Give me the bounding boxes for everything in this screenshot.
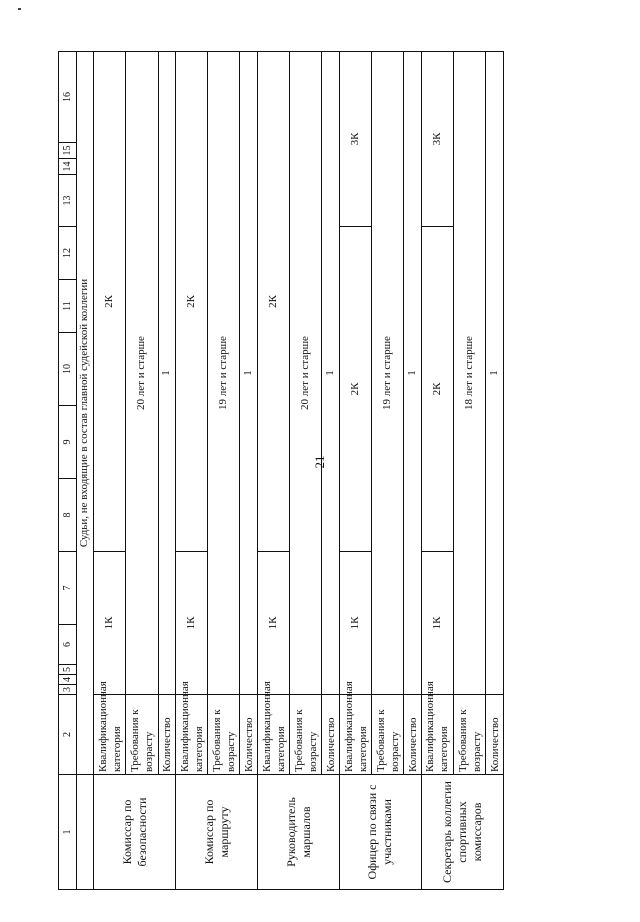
col-number: 1 (59, 775, 77, 890)
col-number: 9 (59, 406, 77, 479)
role-name: Офицер по связи с участниками (339, 775, 421, 890)
label-qualification: Квалификационная категория (94, 695, 126, 775)
label-age: Требования к возрасту (126, 695, 158, 775)
label-qualification: Квалификационная категория (176, 695, 208, 775)
label-age: Требования к возрасту (208, 695, 240, 775)
label-quantity: Количество (322, 695, 340, 775)
role-qual-row (94, 52, 126, 890)
quantity: 1 (404, 52, 422, 695)
label-quantity: Количество (404, 695, 422, 775)
qual-left: 1К (421, 552, 453, 695)
qual-mid: 2К (94, 52, 126, 552)
role-qty-row (322, 52, 340, 890)
col-number: 12 (59, 227, 77, 280)
col-number: 8 (59, 479, 77, 552)
label-qualification: Квалификационная категория (258, 695, 290, 775)
quantity: 1 (322, 52, 340, 695)
role-age-row (454, 52, 486, 890)
role-qty-row (240, 52, 258, 890)
col-number: 2 (59, 695, 77, 775)
qual-right: 3К (421, 52, 453, 227)
age-requirement: 19 лет и старше (208, 52, 240, 695)
qual-mid: 2К (339, 227, 371, 552)
role-name: Комиссар по безопасности (94, 775, 176, 890)
col-number: 13 (59, 175, 77, 227)
role-qty-row (404, 52, 422, 890)
col-number: 5 (59, 665, 77, 675)
page-number: 21 (312, 455, 327, 469)
col-number: 16 (59, 52, 77, 143)
qual-left: 1К (258, 552, 290, 695)
label-quantity: Количество (240, 695, 258, 775)
role-qty-row (486, 52, 504, 890)
role-qty-row (158, 52, 176, 890)
qual-left: 1К (176, 552, 208, 695)
role-age-row (372, 52, 404, 890)
col-number: 7 (59, 552, 77, 625)
scan-speck (18, 8, 21, 10)
role-qual-row (176, 52, 208, 890)
section-caption-row (76, 52, 94, 890)
quantity: 1 (486, 52, 504, 695)
label-age: Требования к возрасту (290, 695, 322, 775)
qual-right: 3К (339, 52, 371, 227)
label-quantity: Количество (158, 695, 176, 775)
col-number: 4 (59, 675, 77, 685)
col-number: 15 (59, 143, 77, 159)
age-requirement: 18 лет и старше (454, 52, 486, 695)
qual-left: 1К (339, 552, 371, 695)
role-qual-row (339, 52, 371, 890)
qual-left: 1К (94, 552, 126, 695)
column-number-row (59, 52, 77, 890)
age-requirement: 20 лет и старше (290, 52, 322, 695)
role-qual-row (258, 52, 290, 890)
label-qualification: Квалификационная категория (421, 695, 453, 775)
col-number: 14 (59, 159, 77, 175)
age-requirement: 19 лет и старше (372, 52, 404, 695)
qual-mid: 2К (421, 227, 453, 552)
role-age-row (290, 52, 322, 890)
referee-requirements-table (58, 51, 504, 890)
label-quantity: Количество (486, 695, 504, 775)
age-requirement: 20 лет и старше (126, 52, 158, 695)
col-number: 3 (59, 685, 77, 695)
qual-mid: 2К (258, 52, 290, 552)
role-age-row (126, 52, 158, 890)
role-name: Руководитель маршалов (258, 775, 340, 890)
col-number: 6 (59, 625, 77, 665)
label-age: Требования к возрасту (372, 695, 404, 775)
section-caption: Судьи, не входящие в состав главной судейской коллегии (76, 52, 94, 775)
quantity: 1 (240, 52, 258, 695)
col-number: 10 (59, 333, 77, 406)
label-qualification: Квалификационная категория (339, 695, 371, 775)
role-age-row (208, 52, 240, 890)
rotated-table-container (58, 52, 504, 890)
label-age: Требования к возрасту (454, 695, 486, 775)
col-number: 11 (59, 280, 77, 333)
role-name: Комиссар по маршруту (176, 775, 258, 890)
role-name: Секретарь коллегии спортивных комиссаров (421, 775, 503, 890)
caption-blank (76, 775, 94, 890)
role-qual-row (421, 52, 453, 890)
qual-mid: 2К (176, 52, 208, 552)
quantity: 1 (158, 52, 176, 695)
